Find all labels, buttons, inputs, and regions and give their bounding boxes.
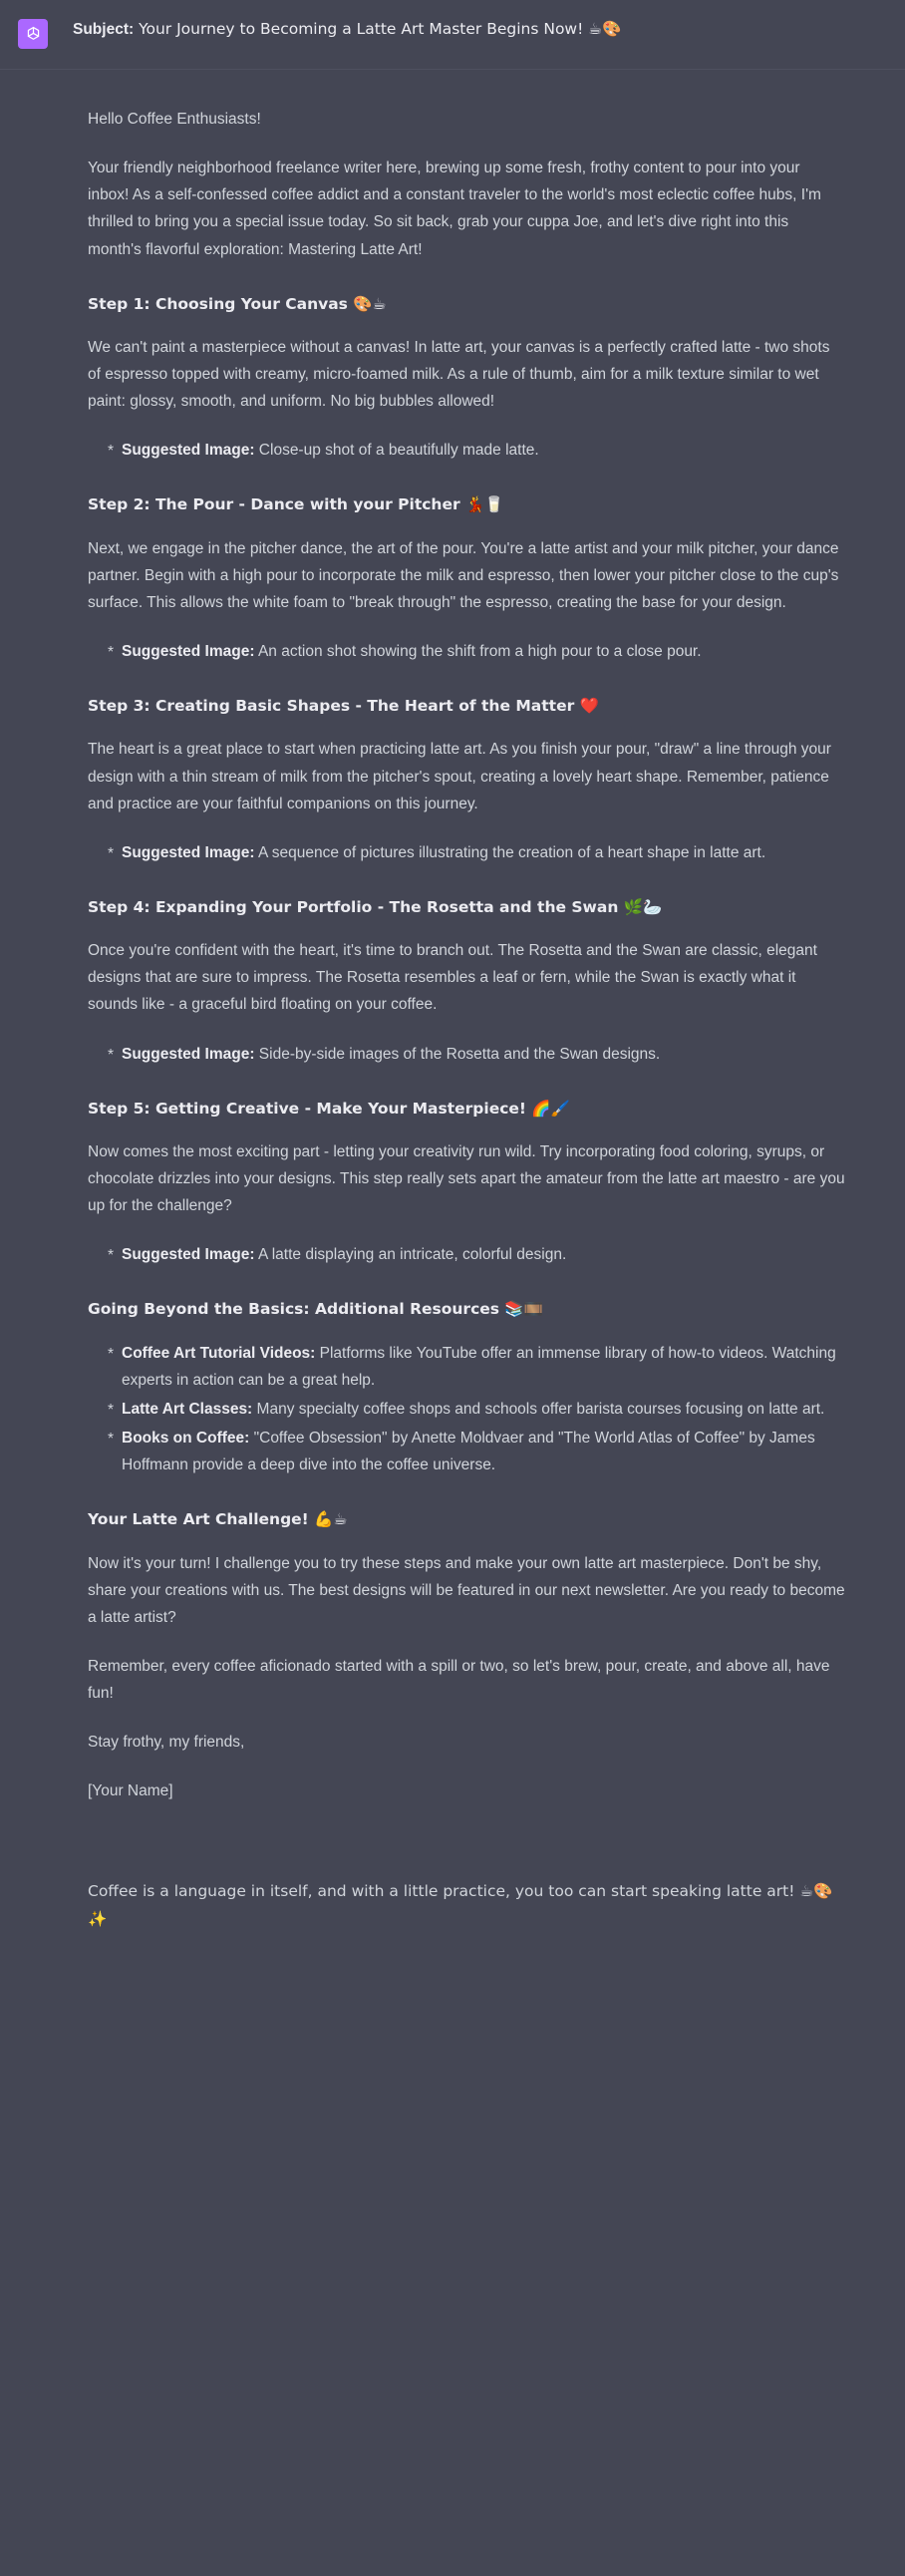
list-item xyxy=(108,437,845,464)
list-item xyxy=(108,1425,845,1478)
resource-label: Coffee Art Tutorial Videos: xyxy=(122,1344,316,1362)
step-4-paragraph: Once you're confident with the heart, it's time to branch out. The Rosetta and the Swan are classic, elegant designs that are sure to impress. The Rosetta resembles a leaf or fern, while the Swan is exactly what it sounds like - a graceful bird floating on your coffee. xyxy=(88,942,817,1014)
message-body xyxy=(0,70,905,1804)
list-item xyxy=(108,1041,845,1068)
footer-note: Coffee is a language in itself, and with a little practice, you too can start speaking latte art! ☕🎨✨ xyxy=(88,1882,833,1928)
list-item xyxy=(108,1241,845,1268)
openai-logo-icon xyxy=(18,19,48,49)
step-1-heading: Step 1: Choosing Your Canvas 🎨☕ xyxy=(88,294,387,313)
suggested-image-label: Suggested Image: xyxy=(122,1045,255,1063)
resource-label: Books on Coffee: xyxy=(122,1430,250,1447)
signoff-line-1: Stay frothy, my friends, xyxy=(88,1734,245,1752)
list-item xyxy=(108,1340,845,1394)
list-item xyxy=(108,638,845,665)
step-2-heading: Step 2: The Pour - Dance with your Pitcher 💃🥛 xyxy=(88,495,504,514)
step-3-paragraph: The heart is a great place to start when practicing latte art. As you finish your pour, "draw" a line through your design with a thin stream of milk from the pitcher's spout, creating a lovely heart shape. Remember, patience and practice are your faithful companions on this journey. xyxy=(88,741,831,812)
step-2-paragraph: Next, we engage in the pitcher dance, the art of the pour. You're a latte artist and your milk pitcher, your dance partner. Begin with a high pour to incorporate the milk and espresso, then lower your pitcher close to the cup's surface. This allows the white foam to "break through" the espresso, creating the base for your design. xyxy=(88,539,839,611)
resource-text: Platforms like YouTube offer an immense library of how-to videos. Watching experts in action can be a great help. xyxy=(122,1344,836,1389)
suggested-image-text: A sequence of pictures illustrating the creation of a heart shape in latte art. xyxy=(254,843,766,861)
suggested-image-text: An action shot showing the shift from a high pour to a close pour. xyxy=(254,643,702,660)
suggested-image-label: Suggested Image: xyxy=(122,643,255,660)
resources-list xyxy=(88,1340,845,1479)
resource-text: Many specialty coffee shops and schools offer barista courses focusing on latte art. xyxy=(252,1400,825,1418)
greeting-paragraph: Hello Coffee Enthusiasts! xyxy=(88,111,261,128)
list-item xyxy=(108,1396,845,1423)
step-1-paragraph: We can't paint a masterpiece without a canvas! In latte art, your canvas is a perfectly crafted latte - two shots of espresso topped with creamy, micro-foamed milk. As a rule of thumb, aim for a milk texture similar to wet paint: glossy, smooth, and uniform. No big bubbles allowed! xyxy=(88,338,830,411)
suggested-image-label: Suggested Image: xyxy=(122,442,255,460)
suggested-image-text: Close-up shot of a beautifully made latte. xyxy=(254,442,539,460)
challenge-paragraph-1: Now it's your turn! I challenge you to try these steps and make your own latte art masterpiece. Don't be shy, share your creations with us. The best designs will be featured in our next newsletter. Are you ready to become a latte artist? xyxy=(88,1554,845,1626)
step-5-paragraph: Now comes the most exciting part - letting your creativity run wild. Try incorporating food coloring, syrups, or chocolate drizzles into your designs. This step really sets apart the amateur from the latte art maestro - are you up for the challenge? xyxy=(88,1142,845,1215)
signoff-line-2: [Your Name] xyxy=(88,1782,173,1800)
step-3-heading: Step 3: Creating Basic Shapes - The Heart of the Matter ❤️ xyxy=(88,697,599,716)
step-1-suggested-list xyxy=(88,437,845,464)
step-4-heading: Step 4: Expanding Your Portfolio - The Rosetta and the Swan 🌿🦢 xyxy=(88,897,663,916)
step-2-suggested-list xyxy=(88,638,845,665)
challenge-paragraph-2: Remember, every coffee aficionado started with a spill or two, so let's brew, pour, create, and above all, have fun! xyxy=(88,1657,830,1702)
suggested-image-text: A latte displaying an intricate, colorful design. xyxy=(254,1246,567,1264)
footer-spacer xyxy=(0,1826,905,1878)
subject-label: Subject: xyxy=(73,21,135,38)
step-5-suggested-list xyxy=(88,1241,845,1268)
resources-heading: Going Beyond the Basics: Additional Resources 📚🎞️ xyxy=(88,1300,543,1319)
suggested-image-label: Suggested Image: xyxy=(122,843,255,861)
resource-label: Latte Art Classes: xyxy=(122,1400,253,1418)
subject-line xyxy=(73,18,661,41)
message-header xyxy=(0,0,905,69)
resource-text: "Coffee Obsession" by Anette Moldvaer and "The World Atlas of Coffee" by James Hoffmann provide a deep dive into the coffee universe. xyxy=(122,1430,815,1474)
step-3-suggested-list xyxy=(88,839,845,866)
step-5-heading: Step 5: Getting Creative - Make Your Masterpiece! 🌈🖌️ xyxy=(88,1099,570,1118)
footer-note-wrap xyxy=(0,1878,905,1932)
suggested-image-label: Suggested Image: xyxy=(122,1246,255,1264)
step-4-suggested-list xyxy=(88,1041,845,1068)
subject-text: Your Journey to Becoming a Latte Art Master Begins Now! ☕🎨 xyxy=(134,20,622,38)
intro-paragraph: Your friendly neighborhood freelance writer here, brewing up some fresh, frothy content to pour into your inbox! As a self-confessed coffee addict and a constant traveler to the world's most eclectic coffee hubs, I'm thrilled to bring you a special issue today. So sit back, grab your cuppa Joe, and let's dive right into this month's flavorful exploration: Mastering Latte Art! xyxy=(88,160,821,258)
suggested-image-text: Side-by-side images of the Rosetta and the Swan designs. xyxy=(254,1045,661,1063)
challenge-heading: Your Latte Art Challenge! 💪☕ xyxy=(88,1510,348,1529)
list-item xyxy=(108,839,845,866)
